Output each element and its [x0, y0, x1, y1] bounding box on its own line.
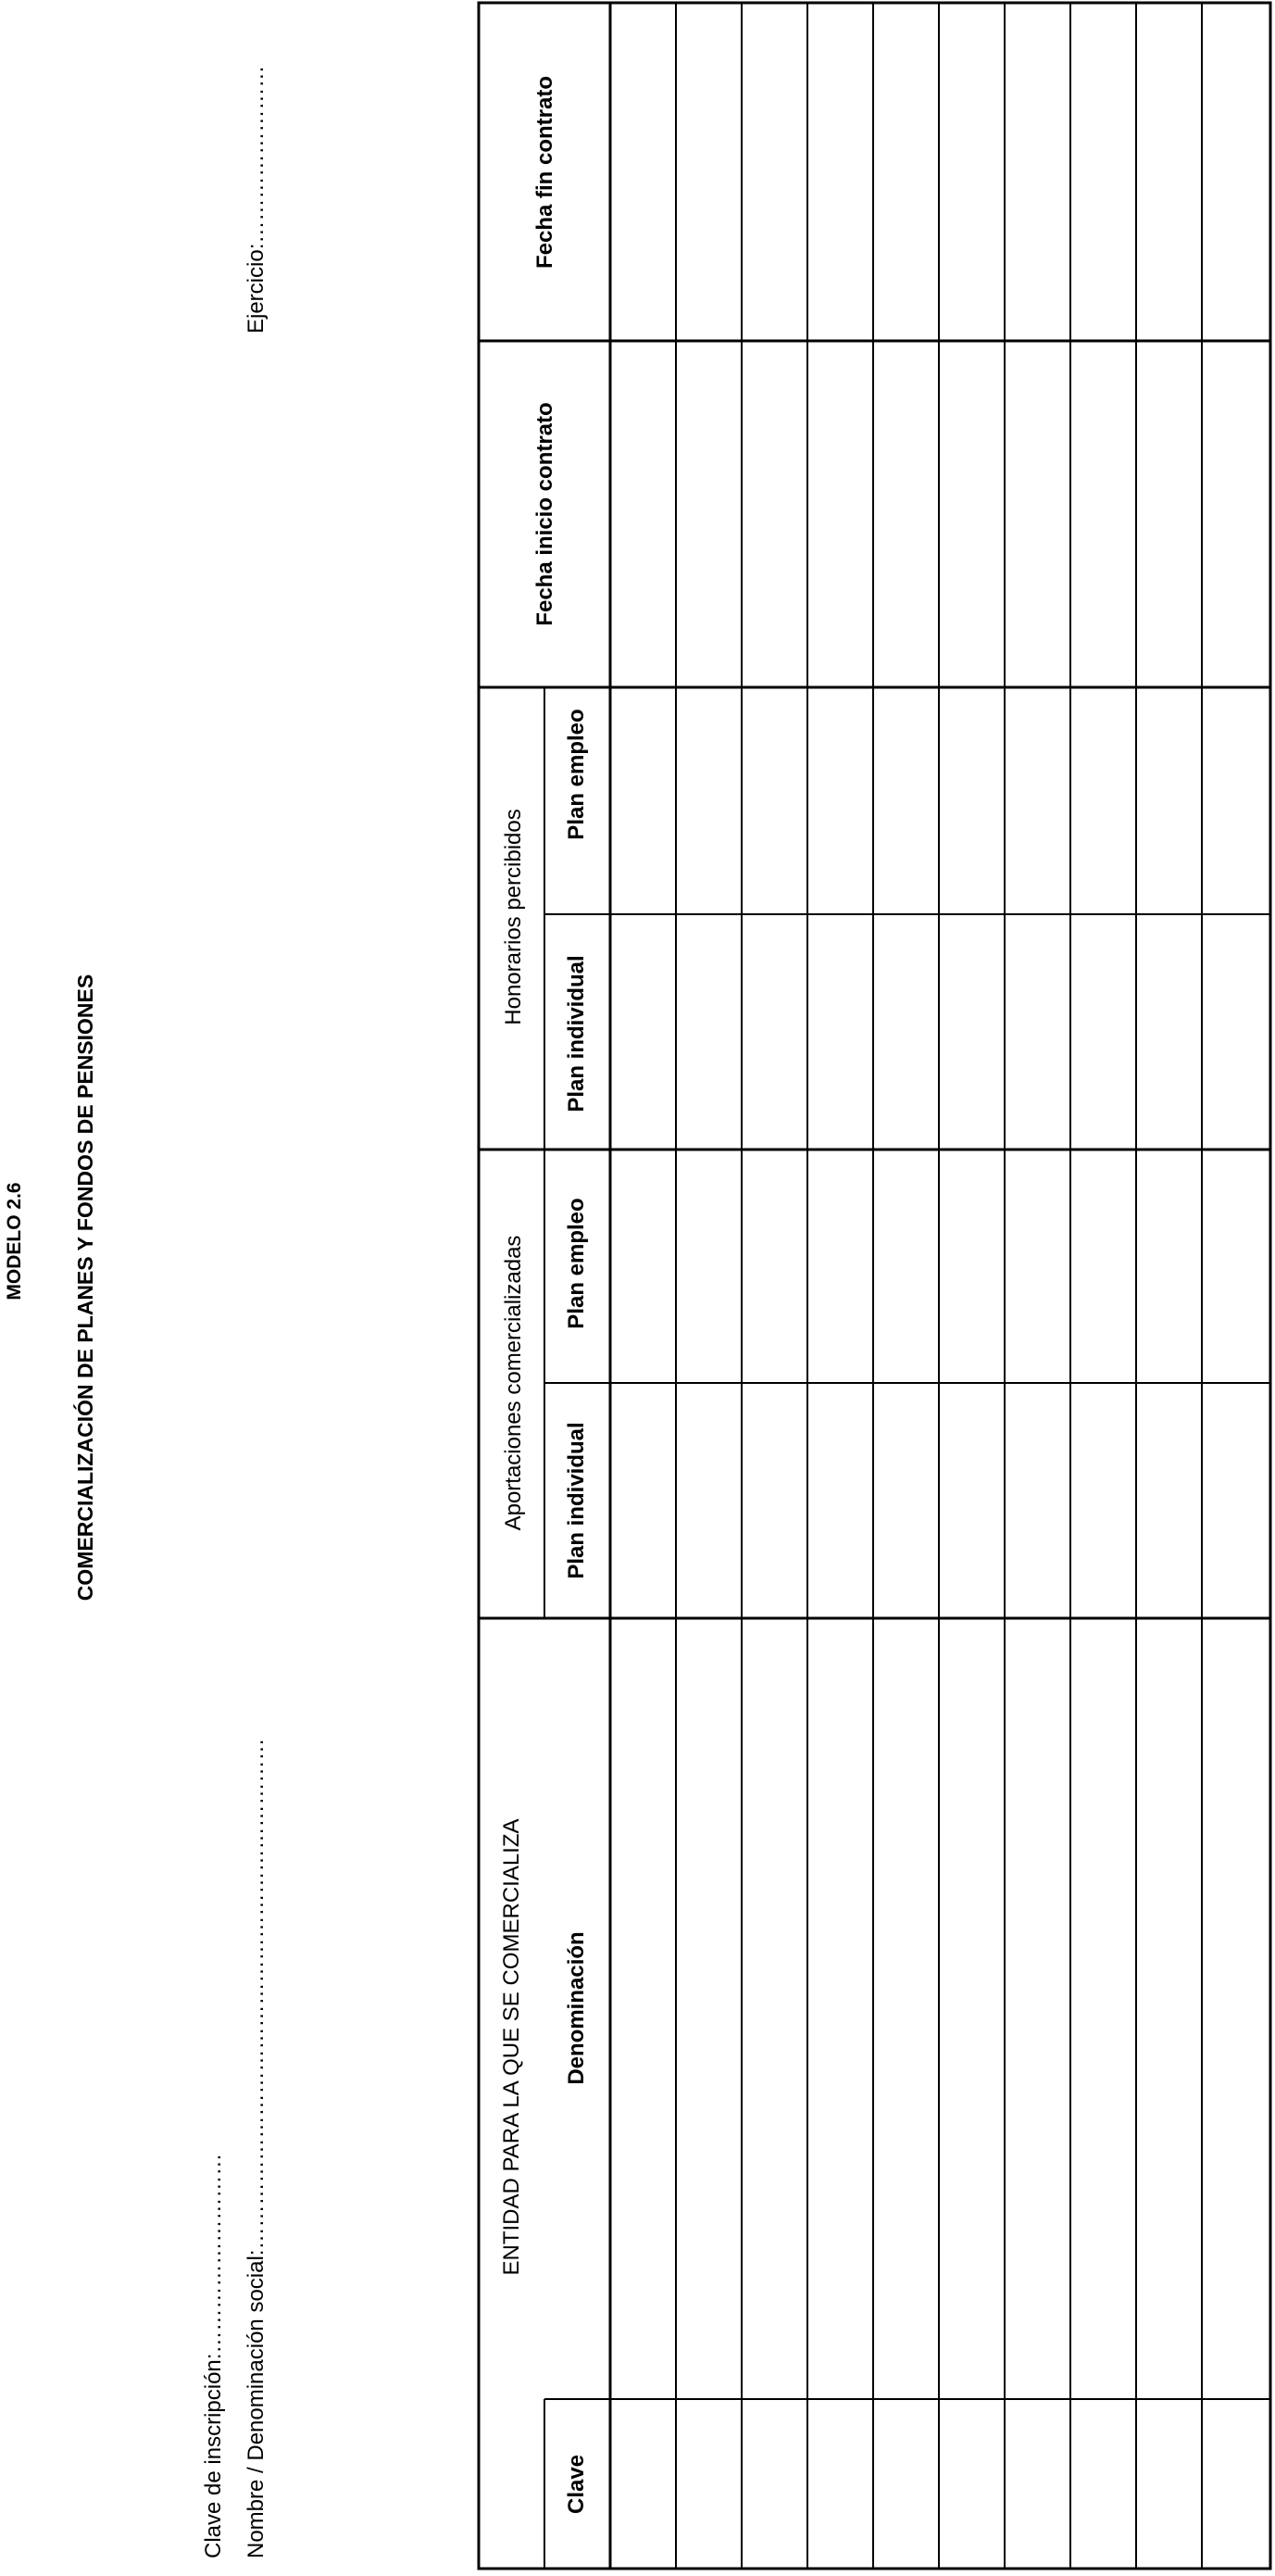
header-fecha-inicio: Fecha inicio contrato	[532, 402, 557, 626]
table-row[interactable]	[676, 3, 742, 2569]
table-row[interactable]	[610, 3, 676, 2569]
nombre-denominacion-field[interactable]: Nombre / Denominación social:……………………………………………………………	[244, 1738, 269, 2558]
model-label: MODELO 2.6	[4, 1182, 25, 1301]
header-fecha-fin: Fecha fin contrato	[532, 75, 557, 270]
table-row[interactable]	[742, 3, 807, 2569]
table-row[interactable]	[873, 3, 939, 2569]
header-hon-plan-individual: Plan individual	[564, 955, 589, 1112]
table-body	[610, 3, 1270, 2569]
table-row[interactable]	[1202, 3, 1270, 2569]
header-clave: Clave	[564, 2454, 589, 2515]
header-denominacion: Denominación	[564, 1931, 589, 2085]
header-entidad-group: ENTIDAD PARA LA QUE SE COMERCIALIZA	[499, 1818, 524, 2276]
table-row[interactable]	[807, 3, 873, 2569]
header-aportaciones-group: Aportaciones comercializadas	[501, 1235, 526, 1531]
clave-inscripcion-field[interactable]: Clave de inscripción:………………………	[201, 2153, 226, 2558]
header-aport-plan-empleo: Plan empleo	[564, 1198, 589, 1329]
table-row[interactable]	[939, 3, 1005, 2569]
header-aport-plan-individual: Plan individual	[564, 1422, 589, 1579]
form-title: COMERCIALIZACIÓN DE PLANES Y FONDOS DE PENSIONES	[73, 974, 97, 1602]
header-hon-plan-empleo: Plan empleo	[564, 709, 589, 840]
header-honorarios-group: Honorarios percibidos	[501, 809, 526, 1025]
table-row[interactable]	[1136, 3, 1202, 2569]
ejercicio-field[interactable]: Ejercicio:……………………	[244, 65, 269, 333]
table-row[interactable]	[1070, 3, 1136, 2569]
table-row[interactable]	[1005, 3, 1070, 2569]
